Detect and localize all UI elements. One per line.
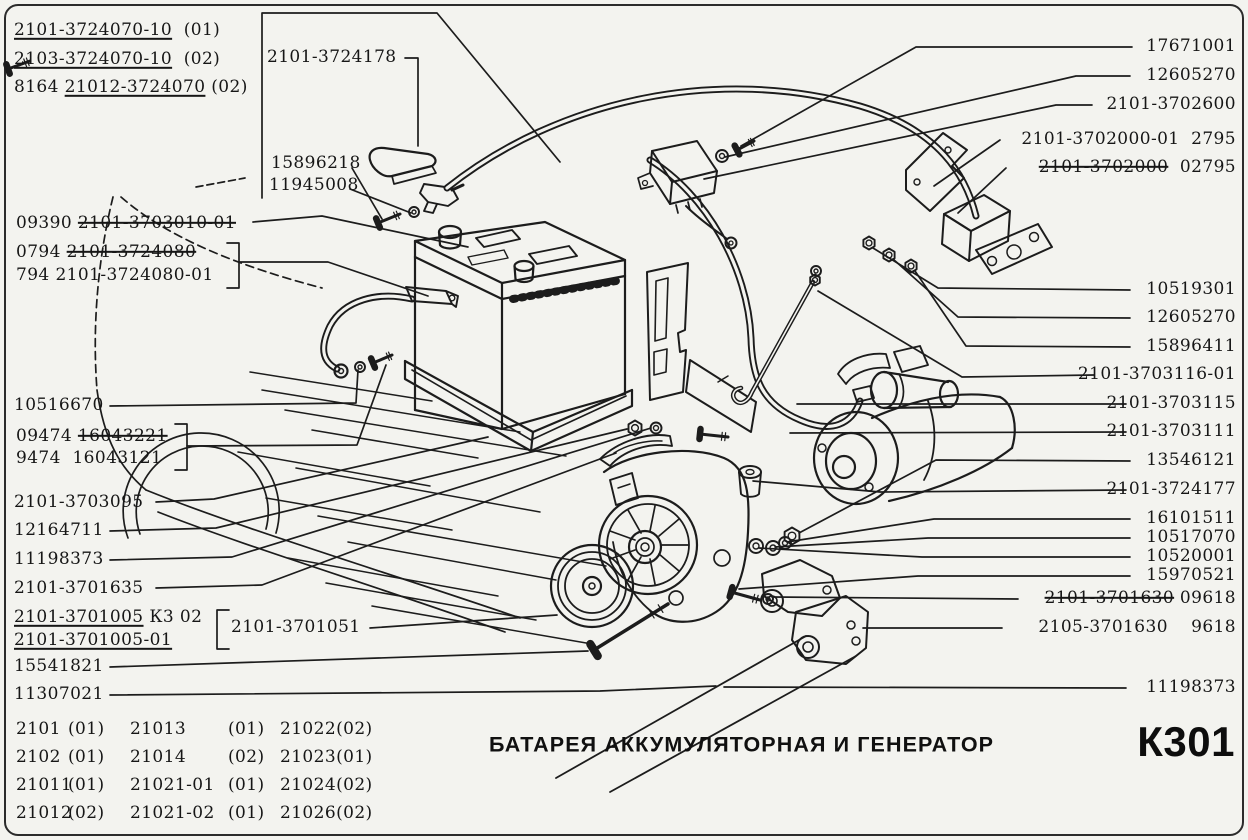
alternator-bracket [761,560,840,616]
battery-tray [405,361,632,451]
positive-cable [447,89,976,426]
catalog-cell: 21012 [16,802,73,823]
sheet-code: К301 [1137,718,1235,765]
catalog-cell: 21021-02 [130,802,215,823]
part-label: 794 2101-3724080-01 [16,264,214,285]
part-label: 10520001 [1146,545,1236,566]
catalog-cell: (01) [68,718,105,739]
engine-bracket [792,596,868,664]
part-label: 09390 2101-3703010-01 [16,212,236,233]
catalog-cell: 21021-01 [130,774,215,795]
part-label: 15541821 [14,655,104,676]
part-label: 15896411 [1146,335,1236,356]
part-label: 2101-3724178 [267,46,397,67]
battery [415,222,625,429]
part-label: 2101-3702000-01 2795 [1021,128,1236,149]
part-label: 16101511 [1146,507,1236,528]
catalog-cell: 21024(02) [280,774,373,795]
catalog-cell: 2101 [16,718,61,739]
catalog-cell: 21022(02) [280,718,373,739]
terminal-cover [370,148,436,184]
part-label: 2103-3724070-10 (02) [14,48,221,69]
part-label: 2101-3724177 [1106,478,1236,499]
part-label: 2101-3701630 09618 [1044,587,1236,608]
catalog-cell: (01) [228,774,265,795]
part-label: 2101-3702600 [1106,93,1236,114]
catalog-cell: (01) [68,746,105,767]
catalog-cell: (01) [68,774,105,795]
part-label: 2101-3724070-10 (01) [14,19,221,40]
part-label: 2101-3703095 [14,491,144,512]
part-label: 10516670 [14,394,104,415]
part-label: 13546121 [1146,449,1236,470]
part-label: 11307021 [14,683,104,704]
part-label: 12164711 [14,519,104,540]
voltage-regulator-new [942,195,1052,274]
part-label: 12605270 [1146,306,1236,327]
part-label: 2101-3703111 [1106,420,1236,441]
part-label: 2101-3701635 [14,577,144,598]
part-label: 09474 16043221 [16,425,168,446]
catalog-cell: 21014 [130,746,187,767]
catalog-cell: (01) [228,718,265,739]
part-label: 2101-3702000 02795 [1038,156,1236,177]
catalog-cell: (02) [68,802,105,823]
part-label: 2105-3701630 9618 [1038,616,1236,637]
part-label: 8164 21012-3724070 (02) [14,76,248,97]
catalog-cell: 21011 [16,774,73,795]
part-label: 15896218 [271,152,361,173]
part-label: 2101-3701005 К3 02 [14,606,203,627]
battery-caps [468,230,577,265]
part-label: 2101-3703115 [1106,392,1236,413]
sheet-title: БАТАРЕЯ АККУМУЛЯТОРНАЯ И ГЕНЕРАТОР [489,732,995,757]
alternator [551,435,749,627]
part-label: 10519301 [1146,278,1236,299]
catalog-cell: 21023(01) [280,746,373,767]
part-label: 17671001 [1146,35,1236,56]
part-label: 12605270 [1146,64,1236,85]
part-label: 0794 2101-3724080 [16,241,197,262]
catalog-cell: (01) [228,802,265,823]
catalog-cell: 21013 [130,718,187,739]
part-label: 2101-3703116-01 [1077,363,1236,384]
ground-cable [324,296,412,377]
part-label: 10517070 [1146,526,1236,547]
part-label: 2101-3701051 [231,616,361,637]
part-label: 11945008 [269,174,359,195]
catalog-cell: (02) [228,746,265,767]
catalog-cell: 21026(02) [280,802,373,823]
part-label: 15970521 [1146,564,1236,585]
part-label: 11198373 [1146,676,1236,697]
part-label: 9474 16043121 [16,447,163,468]
positive-clamp [420,184,463,213]
catalog-cell: 2102 [16,746,61,767]
part-label: 11198373 [14,548,104,569]
part-label: 2101-3701005-01 [14,629,173,650]
